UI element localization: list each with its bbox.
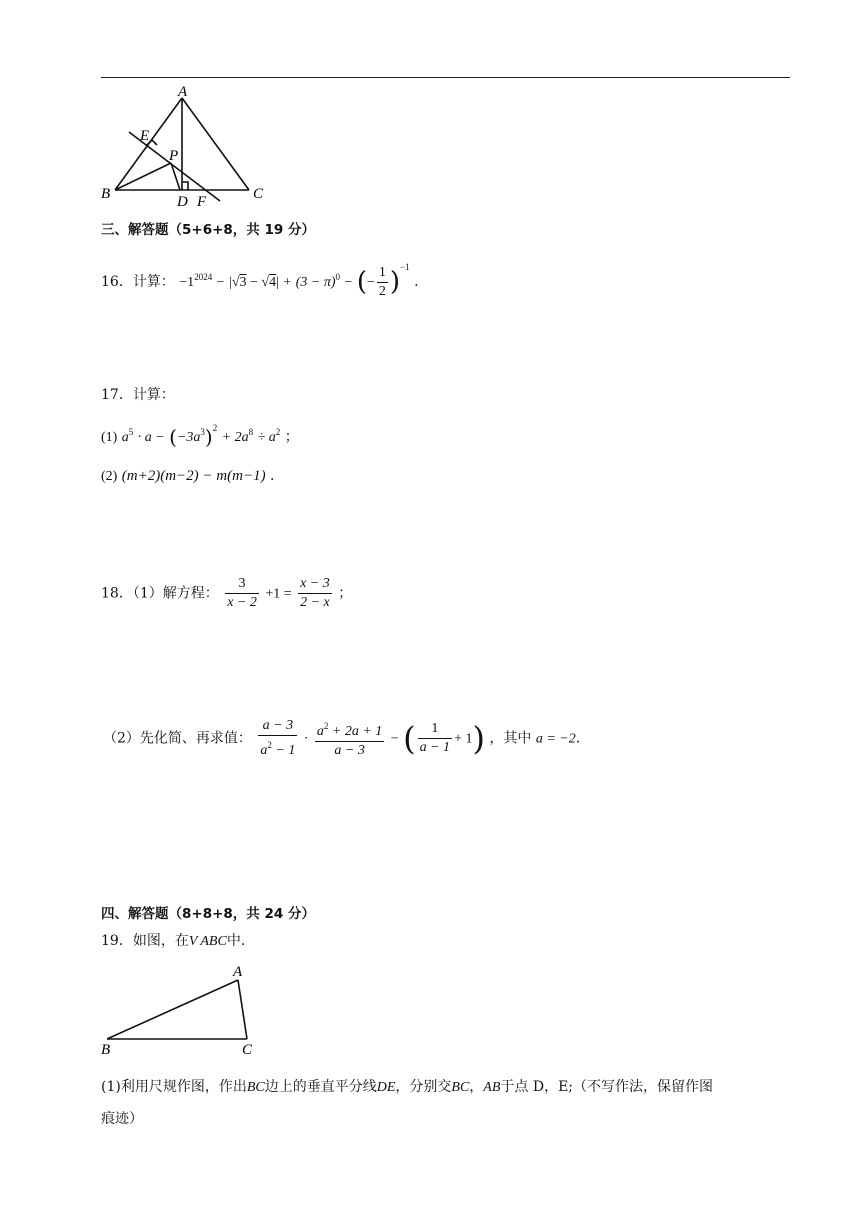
label-P: P [169,148,179,164]
label2-A: A [233,964,243,980]
q16-abs: |√3 − √4| [229,275,279,290]
q16-term3: $(3 - \pi)^0$ [295,272,341,290]
q19-part1-line1: (1)利用尺规作图，作出BC边上的垂直平分线DE，分别交BC，AB于点 D，E;（不写作法，保留作图 [101,1079,714,1095]
q16-minus2: − [344,275,353,290]
question-16 [101,262,419,300]
q18-part1: 18．（1）解方程： $\frac{3}{x - 2}$ +1 = $\frac{x - 3}{2 - x}$ ； [101,576,353,610]
q16-frac-group: (− $\frac{1}{2}$ )$^{-1}$ [356,262,410,299]
q19-intro: 19．如图，在V ABC中. [101,933,246,949]
label2-B: B [101,1042,111,1058]
q16-term1: $-1^{2024}$ [179,272,213,290]
q17-part2: (2) (m+2)(m−2) − m(m−1) . [101,468,275,484]
q16-minus: − [216,275,225,290]
q16-plus: + [283,275,292,290]
label-C: C [253,186,264,202]
label-B: B [101,186,111,202]
q16-prefix: 16．计算： [101,274,175,290]
triangle-figure-1 [95,82,275,210]
label-E: E [140,128,150,144]
label-F: F [197,194,207,210]
triangle-figure-2 [95,960,265,1060]
section-3-title: 三、解答题（5+6+8，共 19 分） [101,222,315,238]
header-rule [101,77,790,78]
label-A: A [178,84,188,100]
label-D: D [177,194,188,210]
q17-part1: (1) $a^5 \cdot a - (-3a^3)^2 + 2a^8 \div a^2$ ； [101,423,299,449]
q17-title: 17．计算： [101,387,175,403]
q18-part2: （2）先化简、再求值： $\frac{a - 3}{a^2 - 1}$ · $\frac{a^2 + 2a + 1}{a - 3}$ − ( $\frac{1}{a - 1}$ + 1) ，其中 a = −2. [103,718,581,758]
q16-end: . [414,274,419,290]
label2-C: C [242,1042,253,1058]
q19-part1-line2: 痕迹） [101,1111,143,1127]
section-4-title: 四、解答题（8+8+8，共 24 分） [101,906,315,922]
